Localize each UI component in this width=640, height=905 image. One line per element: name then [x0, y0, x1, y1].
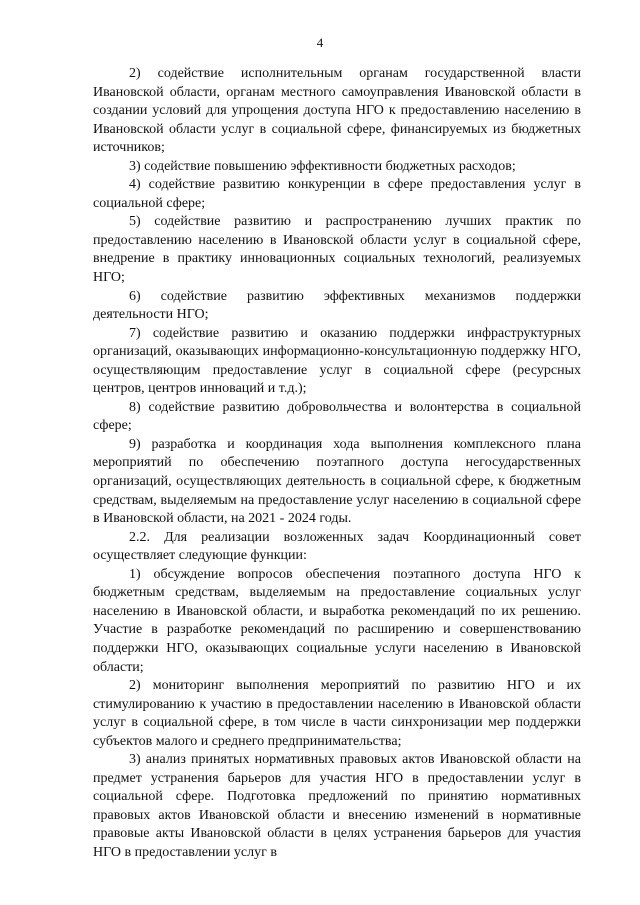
paragraph-task-3: 3) содействие повышению эффективности бюджетных расходов;	[129, 158, 516, 174]
paragraph-task-7: 7) содействие развитию и оказанию поддержки инфраструктурных организаций, оказывающих информационно-консультационную поддержку НГО, осуществляющим предоставление услуг в социальной сфере (ресурсных центров, центров инноваций и т.д.);	[93, 325, 581, 397]
paragraph-task-2: 2) содействие исполнительным органам государственной власти Ивановской области, органам местного самоуправления Ивановской области в создании условий для упрощения доступа НГО к предоставлению населению в Ивановской области услуг в социальной сфере, финансируемых из бюджетных источников;	[93, 66, 581, 156]
paragraph-section-2-2: 2.2. Для реализации возложенных задач Координационный совет осуществляет следующие функции:	[93, 529, 581, 564]
paragraph-function-2: 2) мониторинг выполнения мероприятий по развитию НГО и их стимулированию к участию в предоставлении населению в Ивановской области услуг в социальной сфере, в том числе в части синхронизации мер поддержки субъектов малого и среднего предпринимательства;	[93, 678, 581, 749]
paragraph-function-1: 1) обсуждение вопросов обеспечения поэтапного доступа НГО к бюджетным средствам, выделяемым на предоставление социальных услуг населению в Ивановской области, и выработка рекомендаций по их решению. Участие в разработке рекомендаций по расширению и совершенствованию поддержки НГО, оказывающих социальные услуги населению в Ивановской области;	[93, 566, 581, 675]
page-number: 4	[316, 35, 324, 50]
document-body	[93, 65, 581, 863]
paragraph-function-3: 3) анализ принятых нормативных правовых актов Ивановской области на предмет устранения барьеров для участия НГО в предоставлении услуг в социальной сфере. Подготовка предложений по принятию нормативных правовых актов Ивановской области и внесению изменений в нормативные правовые акты Ивановской области в целях устранения барьеров для участия НГО в предоставлении услуг в	[93, 752, 581, 860]
paragraph-task-4: 4) содействие развитию конкуренции в сфере предоставления услуг в социальной сфере;	[93, 177, 581, 211]
paragraph-task-8: 8) содействие развитию добровольчества и волонтерства в социальной сфере;	[93, 399, 581, 434]
paragraph-task-9: 9) разработка и координация хода выполнения комплексного плана мероприятий по обеспечению поэтапного доступа негосударственных организаций, осуществляющих деятельность в социальной сфере, к бюджетным средствам, выделяемым на предоставление услуг населению в социальной сфере в Ивановской области, на 2021 - 2024 годы.	[93, 436, 581, 527]
paragraph-task-5: 5) содействие развитию и распространению лучших практик по предоставлению населению в Ивановской области услуг в социальной сфере, внедрение в практику инновационных социальных технологий, реализуемых НГО;	[93, 214, 581, 286]
paragraph-task-6: 6) содействие развитию эффективных механизмов поддержки деятельности НГО;	[93, 288, 581, 323]
